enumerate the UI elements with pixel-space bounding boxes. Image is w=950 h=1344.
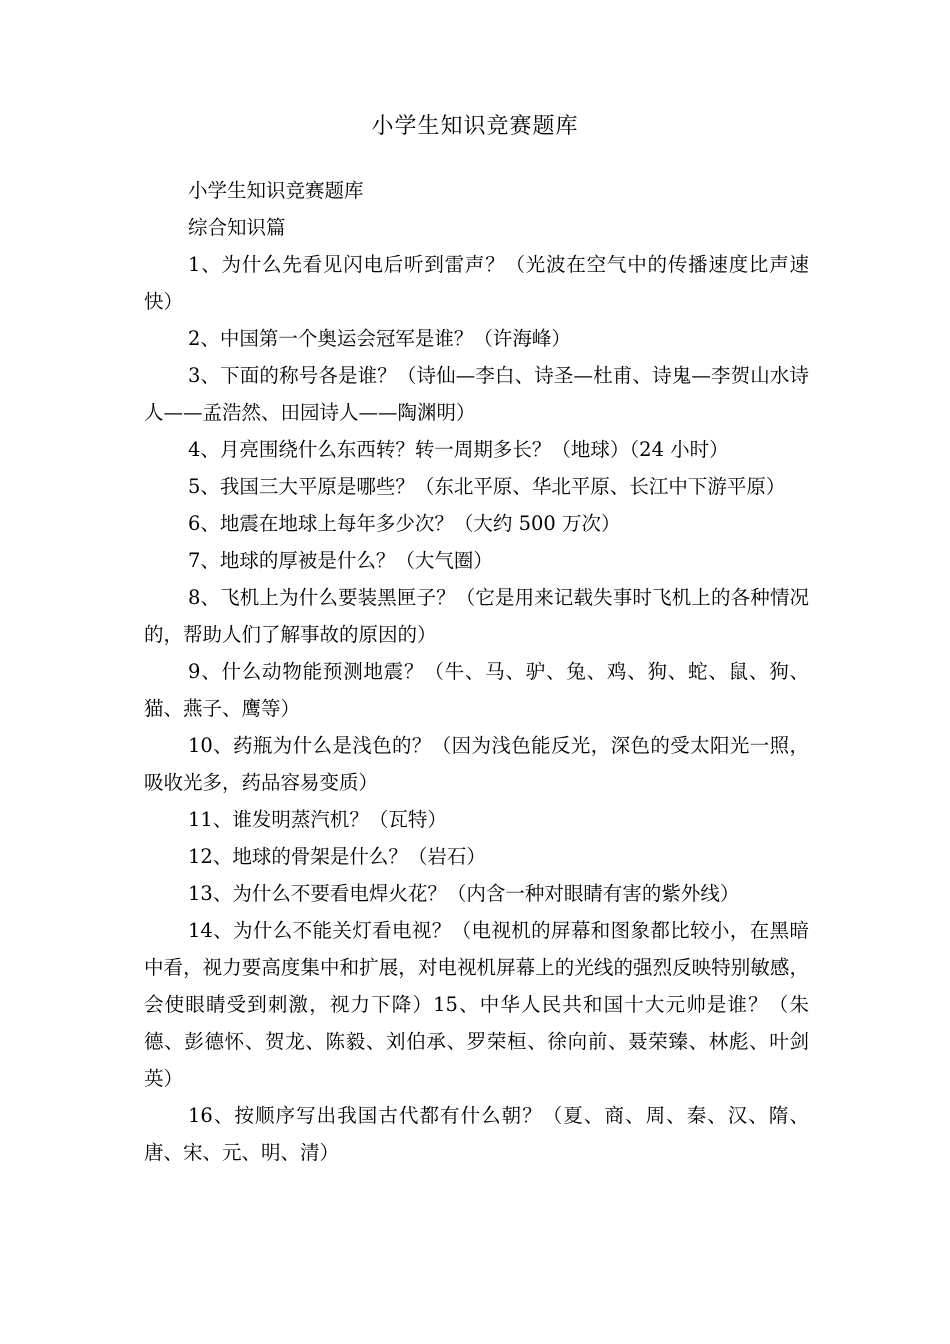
question-paragraph: 5、我国三大平原是哪些？（东北平原、华北平原、长江中下游平原） bbox=[188, 475, 786, 498]
question-paragraph: 13、为什么不要看电焊火花？（内含一种对眼睛有害的紫外线） bbox=[188, 882, 740, 905]
document-body bbox=[144, 172, 809, 1171]
question-paragraph: 6、地震在地球上每年多少次？（大约 500 万次） bbox=[188, 512, 621, 535]
question-paragraph: 14、为什么不能关灯看电视？（电视机的屏幕和图象都比较小，在黑暗中看，视力要高度集中和扩展，对电视机屏幕上的光线的强烈反映特别敏感，会使眼睛受到刺激，视力下降）15、中华人民共和国十大元帅是谁？（朱德、彭德怀、贺龙、陈毅、刘伯承、罗荣桓、徐向前、聂荣臻、林彪、叶剑英） bbox=[144, 919, 809, 1090]
question-paragraph: 1、为什么先看见闪电后听到雷声？（光波在空气中的传播速度比声速快） bbox=[144, 253, 809, 313]
question-paragraph: 4、月亮围绕什么东西转？转一周期多长？（地球）（24 小时） bbox=[188, 438, 729, 461]
section-heading: 综合知识篇 bbox=[188, 216, 286, 239]
subtitle-paragraph: 小学生知识竞赛题库 bbox=[188, 179, 364, 202]
question-paragraph: 12、地球的骨架是什么？（岩石） bbox=[188, 845, 486, 868]
question-paragraph: 8、飞机上为什么要装黑匣子？（它是用来记载失事时飞机上的各种情况的，帮助人们了解事故的原因的） bbox=[144, 586, 809, 646]
question-paragraph: 11、谁发明蒸汽机？（瓦特） bbox=[188, 808, 447, 831]
question-paragraph: 16、按顺序写出我国古代都有什么朝？（夏、商、周、秦、汉、隋、唐、宋、元、明、清） bbox=[144, 1104, 809, 1164]
question-paragraph: 9、什么动物能预测地震？（牛、马、驴、兔、鸡、狗、蛇、鼠、狗、猫、燕子、鹰等） bbox=[144, 660, 809, 720]
page-title: 小学生知识竞赛题库 bbox=[371, 114, 579, 139]
question-paragraph: 3、下面的称号各是谁？（诗仙—李白、诗圣—杜甫、诗鬼—李贺山水诗人——孟浩然、田园诗人——陶渊明） bbox=[144, 364, 809, 424]
question-paragraph: 10、药瓶为什么是浅色的？（因为浅色能反光，深色的受太阳光一照，吸收光多，药品容易变质） bbox=[144, 734, 809, 794]
question-paragraph: 7、地球的厚被是什么？（大气圈） bbox=[188, 549, 493, 572]
question-paragraph: 2、中国第一个奥运会冠军是谁？（许海峰） bbox=[188, 327, 571, 350]
